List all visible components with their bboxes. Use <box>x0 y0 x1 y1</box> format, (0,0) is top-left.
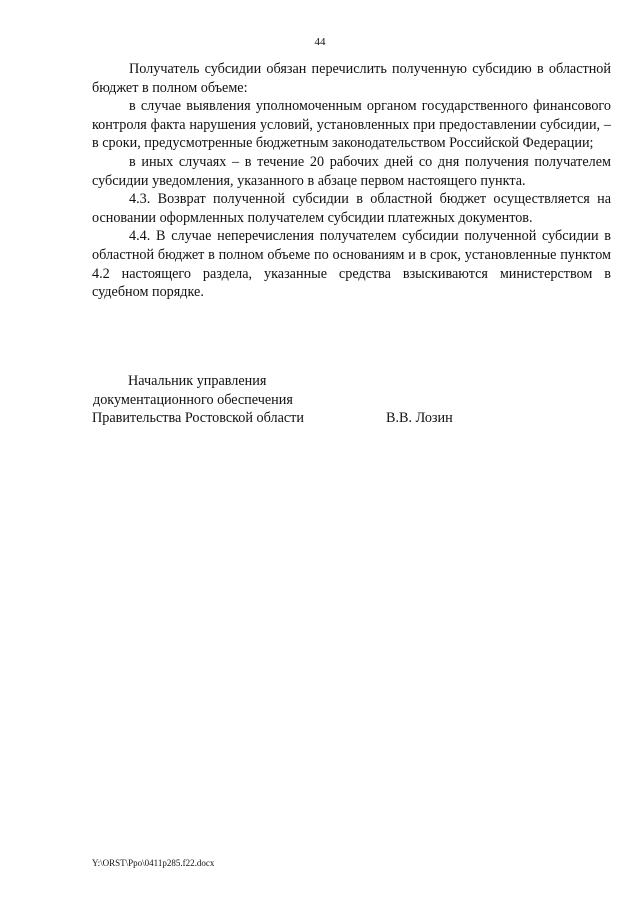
document-body <box>92 60 611 302</box>
paragraph: Получатель субсидии обязан перечислить полученную субсидию в областной бюджет в полном объеме: <box>92 61 611 96</box>
signer-title-line1: Начальник управления <box>128 373 267 389</box>
signer-title-line3: Правительства Ростовской области <box>92 410 304 427</box>
signer-name: В.В. Лозин <box>386 410 453 427</box>
file-path-footer: Y:\ORST\Ppo\0411p285.f22.docx <box>92 858 215 868</box>
paragraph: 4.3. Возврат полученной субсидии в областной бюджет осуществляется на основании оформленных получателем субсидии платежных документов. <box>92 191 611 226</box>
signer-title-line2: документационного обеспечения <box>93 391 293 408</box>
paragraph: в случае выявления уполномоченным органом государственного финансового контроля факта нарушения условий, установленных при предоставлении субсидии, – в сроки, предусмотренные бюджетным законодательством Российской Федерации; <box>92 98 611 152</box>
signer-row <box>92 409 611 428</box>
signature-block <box>92 372 611 428</box>
page-number: 44 <box>314 36 326 48</box>
paragraph: 4.4. В случае неперечисления получателем субсидии полученной субсидии в областной бюджет в полном объеме по основаниям и в срок, установленные пунктом 4.2 настоящего раздела, указанные средства взыскиваются министерством в судебном порядке. <box>92 228 611 301</box>
paragraph: в иных случаях – в течение 20 рабочих дней со дня получения получателем субсидии уведомления, указанного в абзаце первом настоящего пункта. <box>92 153 611 189</box>
